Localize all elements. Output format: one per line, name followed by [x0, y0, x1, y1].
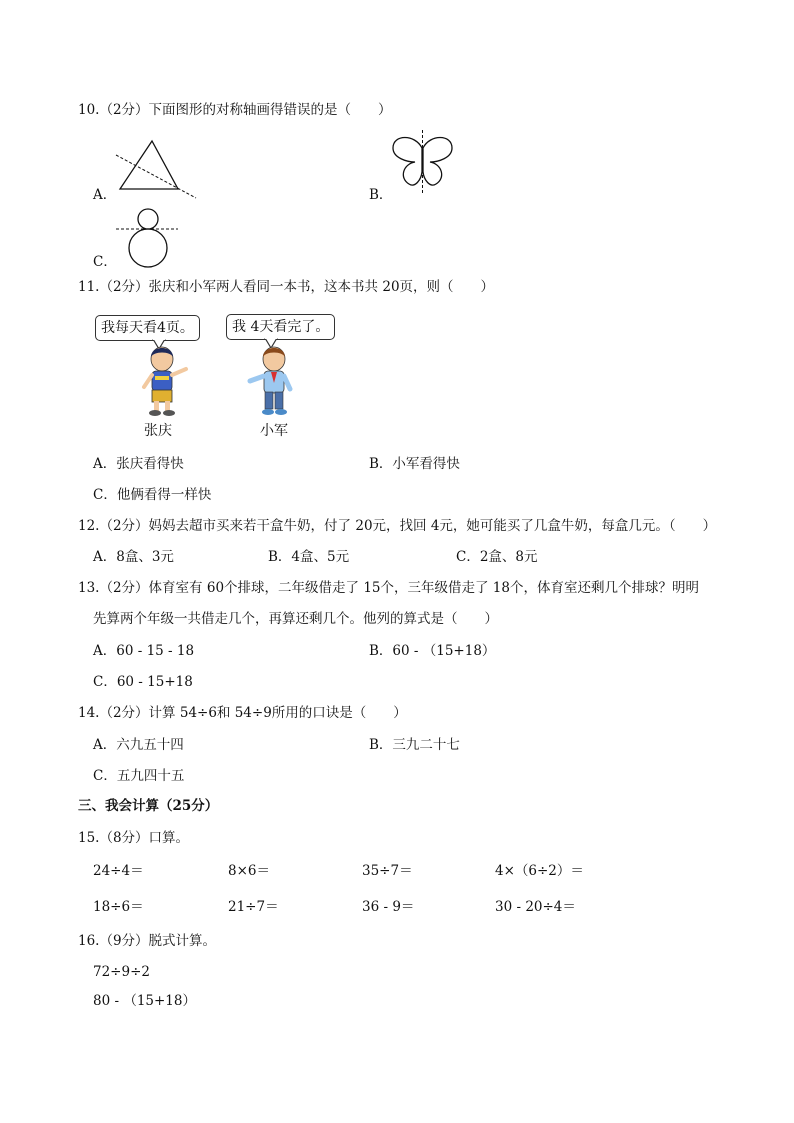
- name-label-xiaojun: 小军: [260, 423, 288, 439]
- q15-item: 24÷4＝: [93, 863, 144, 879]
- q13-stem-line1: 13.（2分）体育室有 60个排球，二年级借走了 15个，三年级借走了 18个，体育室还剩几个排球？明明: [78, 580, 699, 596]
- q13-option-c[interactable]: C．60 - 15+18: [93, 674, 193, 690]
- q12-stem: 12.（2分）妈妈去超市买来若干盒牛奶，付了 20元，找回 4元，她可能买了几盒牛奶，每盒几元。（ ）: [78, 518, 717, 534]
- q10-option-c[interactable]: C．: [93, 254, 117, 270]
- q11-option-a[interactable]: A．张庆看得快: [93, 456, 184, 472]
- q12-option-a[interactable]: A．8盒、3元: [93, 549, 174, 565]
- q16-item: 80 - （15+18）: [93, 993, 196, 1009]
- q15-item: 36 - 9＝: [362, 899, 415, 915]
- q10-option-a[interactable]: A．: [93, 187, 117, 203]
- boy-zhangqing-illustration: [140, 343, 195, 418]
- q13-option-a[interactable]: A．60 - 15 - 18: [93, 643, 195, 659]
- q15-item: 8×6＝: [228, 863, 270, 879]
- q10-figure-c-eight: [112, 205, 182, 270]
- q14-option-a[interactable]: A．六九五十四: [93, 737, 184, 753]
- q15-item: 30 - 20÷4＝: [495, 899, 576, 915]
- q13-option-b[interactable]: B．60 - （15+18）: [369, 643, 496, 659]
- q15-item: 4×（6÷2）＝: [495, 863, 584, 879]
- q15-item: 35÷7＝: [362, 863, 413, 879]
- q14-stem: 14.（2分）计算 54÷6和 54÷9所用的口诀是（ ）: [78, 705, 407, 721]
- q11-stem: 11.（2分）张庆和小军两人看同一本书，这本书共 20页，则（ ）: [78, 279, 495, 295]
- q10-figure-a-triangle: [110, 135, 205, 205]
- q11-option-b[interactable]: B．小军看得快: [369, 456, 460, 472]
- boy-xiaojun-illustration: [244, 343, 299, 418]
- speech-bubble-zhangqing: 我每天看4页。: [95, 315, 200, 341]
- butterfly-left-wing: [393, 138, 422, 186]
- q14-option-c[interactable]: C．五九四十五: [93, 768, 185, 784]
- eight-top-circle: [138, 209, 158, 229]
- speech-bubble-xiaojun: 我 4天看完了。: [226, 314, 335, 340]
- eight-bottom-circle: [129, 229, 167, 267]
- q15-item: 21÷7＝: [228, 899, 279, 915]
- name-label-zhangqing: 张庆: [144, 423, 172, 439]
- q15-item: 18÷6＝: [93, 899, 144, 915]
- butterfly-right-wing: [423, 138, 452, 186]
- q16-item: 72÷9÷2: [93, 964, 150, 980]
- q10-stem: 10.（2分）下面图形的对称轴画得错误的是（ ）: [78, 102, 392, 118]
- q12-option-b[interactable]: B．4盒、5元: [268, 549, 350, 565]
- q16-stem: 16.（9分）脱式计算。: [78, 933, 217, 949]
- q13-stem-line2: 先算两个年级一共借走几个，再算还剩几个。他列的算式是（ ）: [93, 611, 498, 627]
- q12-option-c[interactable]: C．2盒、8元: [456, 549, 538, 565]
- q14-option-b[interactable]: B．三九二十七: [369, 737, 460, 753]
- section-heading: 三、我会计算（25分）: [78, 798, 219, 814]
- triangle-shape: [120, 141, 178, 189]
- q11-option-c[interactable]: C．他俩看得一样快: [93, 487, 212, 503]
- q10-figure-b-butterfly: [385, 128, 460, 196]
- q15-stem: 15.（8分）口算。: [78, 830, 190, 846]
- q10-option-b[interactable]: B．: [369, 187, 393, 203]
